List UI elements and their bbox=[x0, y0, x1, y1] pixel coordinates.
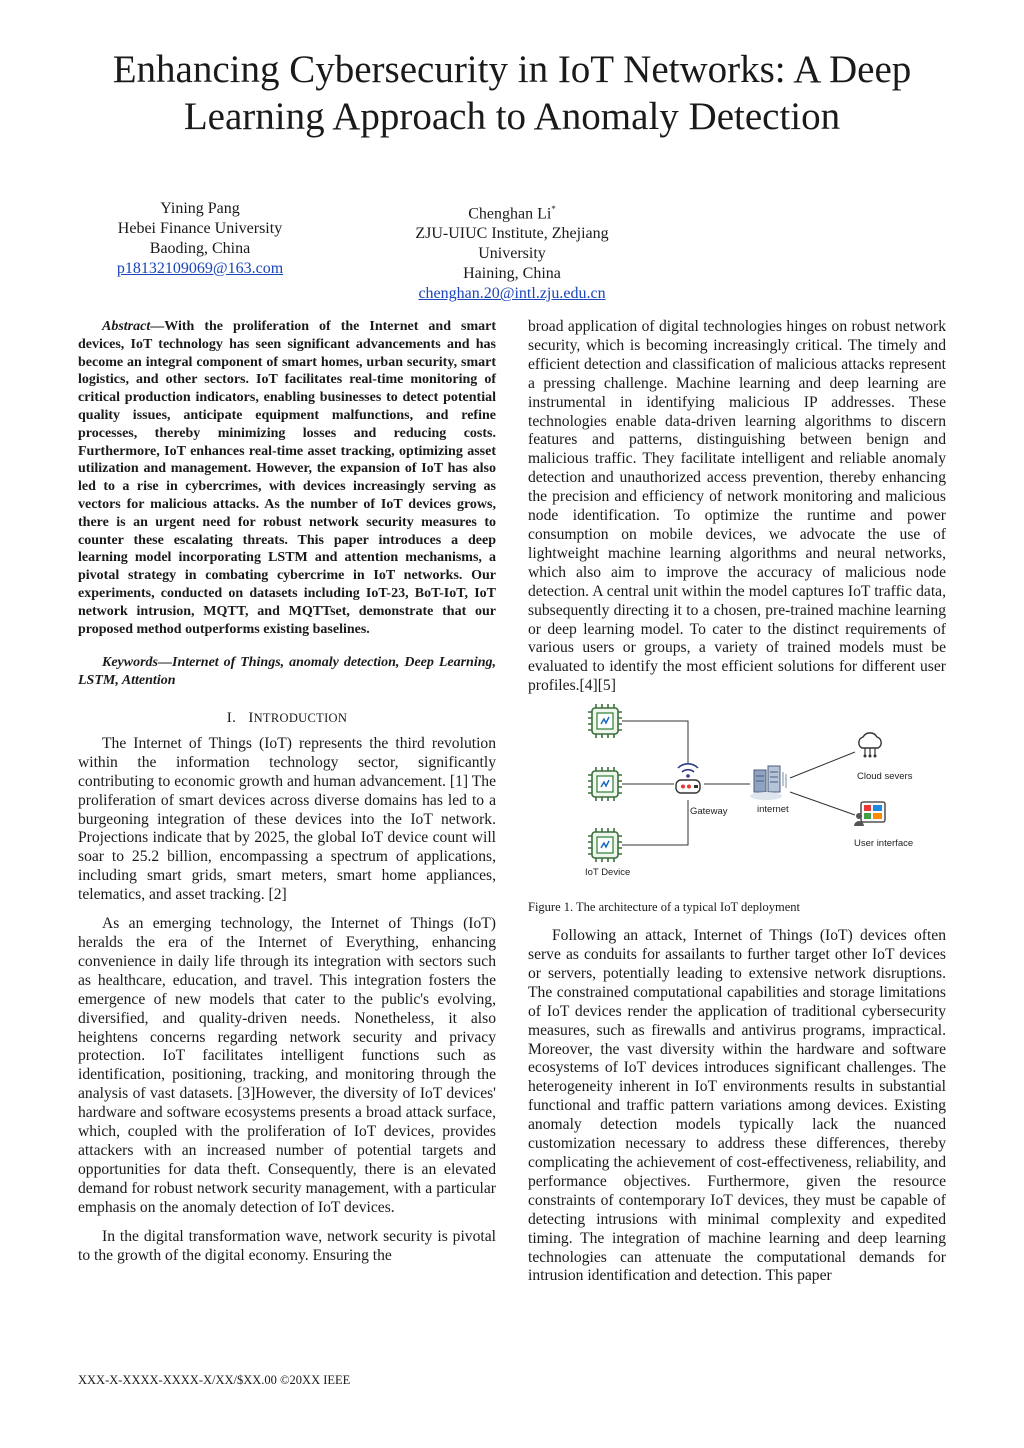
user-interface-icon bbox=[854, 802, 885, 826]
label-internet: internet bbox=[757, 804, 789, 816]
link-internet-user bbox=[790, 792, 855, 815]
author-email-link[interactable]: chenghan.20@intl.zju.edu.cn bbox=[418, 285, 606, 303]
author-block-1 bbox=[100, 199, 300, 279]
link-device1-gateway bbox=[622, 721, 688, 764]
author-name: Chenghan Li bbox=[468, 205, 552, 223]
corresponding-mark: * bbox=[551, 204, 556, 214]
keywords bbox=[78, 654, 496, 690]
abstract bbox=[78, 318, 496, 638]
author-block-2 bbox=[398, 199, 626, 304]
figure-iot-architecture bbox=[528, 702, 946, 892]
author-location: Haining, China bbox=[463, 265, 561, 283]
iot-device-chip-icon bbox=[588, 767, 622, 801]
left-column bbox=[78, 318, 496, 1265]
abstract-text: —With the proliferation of the Internet and smart devices, IoT technology has seen significant advancements and has become an integral component of smart homes, urban security, smart logistics, and other sectors. IoT facilitates real-time monitoring of critical production indicators, enabling businesses to detect potential quality issues, anticipate equipment malfunctions, and refine processes, thereby minimizing losses and reducing costs. Furthermore, IoT enhances real-time asset tracking, optimizing asset utilization and management. However, the expansion of IoT has also led to a rise in cybercrimes, with devices increasingly serving as vectors for malicious attacks. As the number of IoT devices grows, there is an urgent need for robust network security measures to counter these escalating threats. This paper introduces a deep learning model incorporating LSTM and attention mechanisms, a pivotal strategy in combating cybercrime in IoT networks. Our experiments, conducted on datasets including IoT-23, BoT-IoT, IoT network intrusion, MQTT, and MQTTset, demonstrate that our proposed method outperforms existing baselines. bbox=[78, 319, 496, 637]
author-email-link[interactable]: p18132109069@163.com bbox=[116, 260, 284, 277]
body-paragraph: broad application of digital technologies hinges on robust network security, which is becoming increasingly critical. The timely and efficient detection and classification of malicious attacks represent a pressing challenge. Machine learning and deep learning are instrumental in identifying malicious IP addresses. These technologies enable data-driven learning algorithms to discern features and patterns, distinguishing between benign and malicious traffic. They facilitate intelligent and reliable anomaly detection and unauthorized access prevention, thereby enhancing the precision and efficiency of network monitoring and malicious node identification. To optimize the runtime and power consumption on mobile devices, we advocate the use of lightweight machine learning algorithms and neural networks, which also aim to improve the accuracy of malicious node detection. A central unit within the model captures IoT traffic data, subsequently directing it to a chosen, pre-trained machine learning or deep learning model. To cater to the distinct requirements of various users or groups, a variety of trained models must be evaluated to identify the most efficient solutions for different user profiles.[4][5] bbox=[528, 318, 946, 695]
cloud-servers-icon bbox=[859, 733, 881, 758]
body-paragraph: In the digital transformation wave, network security is pivotal to the growth of the digital economy. Ensuring the bbox=[78, 1227, 496, 1264]
author-location: Baoding, China bbox=[149, 240, 251, 257]
paper-title: Enhancing Cybersecurity in IoT Networks: A Deep Learning Approach to Anomaly Detection bbox=[112, 48, 912, 138]
label-cloud-servers: Cloud severs bbox=[857, 771, 913, 783]
body-paragraph: The Internet of Things (IoT) represents the third revolution within the information technology sector, significantly contributing to economic growth and human advancement. [1] The proliferation of smart devices across diverse domains has led to a burgeoning integration of these devices into the IoT network. Projections indicate that by 2025, the global IoT device count will soar to 25.2 billion, encompassing a spectrum of applications, including smart grids, smart meters, smart home appliances, telematics, and asset tracking. [2] bbox=[78, 734, 496, 904]
link-internet-cloud bbox=[790, 752, 855, 778]
body-paragraph: As an emerging technology, the Internet of Things (IoT) heralds the era of the Internet of Everything, enhancing convenience in daily life through its integration with sectors such as healthcare, education, and travel. This integration fosters the emergence of new models that cater to the public's evolving, diversified, and quality-driven needs. Nonetheless, it also heightens concerns regarding network security and privacy protection. IoT facilitates intelligent functions such as identification, positioning, tracking, and monitoring through the analysis of vast datasets. [3]However, the diversity of IoT devices' hardware and software ecosystems presents a broad attack surface, which, coupled with the proliferation of IoT devices, provides attackers with an increased number of potential targets and opportunities for data theft. Consequently, there is an elevated demand for robust network security management, with a particular emphasis on the anomaly detection of IoT devices. bbox=[78, 915, 496, 1216]
abstract-label: Abstract bbox=[102, 319, 151, 334]
label-gateway: Gateway bbox=[690, 806, 728, 818]
label-user-interface: User interface bbox=[854, 838, 914, 850]
link-device3-gateway bbox=[622, 800, 688, 845]
right-column bbox=[528, 318, 946, 1286]
iot-device-chip-icon bbox=[588, 704, 622, 738]
body-paragraph: Following an attack, Internet of Things (IoT) devices often serve as conduits for assailants to further target other IoT devices or servers, potentially leading to extensive network disruptions. The constrained computational capabilities and storage limitations of IoT devices render the application of traditional cybersecurity measures, such as firewalls and antivirus programs, impractical. Moreover, the vast diversity within the hardware and software ecosystems of IoT devices introduces significant challenges. The heterogeneity inherent in IoT environments results in substantial functional and traffic pattern variations among devices. Existing anomaly detection models typically lack the nuanced customization necessary to address these differences, thereby complicating the achievement of cost-effectiveness, reliability, and performance objectives. Furthermore, given the resource constraints of contemporary IoT devices, they must be capable of detecting intrusions with minimal complexity and expedited timing. The integration of machine learning and deep learning technologies can attenuate the computational demands for intrusion identification and detection. This paper bbox=[528, 927, 946, 1285]
section-heading-introduction: I. INTRODUCTION bbox=[226, 709, 348, 726]
author-name: Yining Pang bbox=[160, 200, 240, 217]
label-iot-device: IoT Device bbox=[585, 867, 631, 879]
author-affiliation: Hebei Finance University bbox=[117, 220, 283, 237]
figure-caption: Figure 1. The architecture of a typical IoT deployment bbox=[528, 900, 801, 915]
author-affiliation-cont: University bbox=[478, 245, 546, 263]
copyright-footer: XXX-X-XXXX-XXXX-X/XX/$XX.00 ©20XX IEEE bbox=[78, 1373, 351, 1387]
keywords-label: Keywords bbox=[102, 655, 158, 671]
author-affiliation: ZJU-UIUC Institute, Zhejiang bbox=[415, 225, 609, 243]
internet-server-icon bbox=[750, 766, 786, 800]
iot-device-chip-icon bbox=[588, 828, 622, 862]
gateway-router-icon bbox=[676, 764, 700, 793]
keywords-text: —Internet of Things, anomaly detection, Deep Learning, LSTM, Attention bbox=[78, 655, 496, 689]
iot-architecture-diagram bbox=[528, 702, 946, 892]
